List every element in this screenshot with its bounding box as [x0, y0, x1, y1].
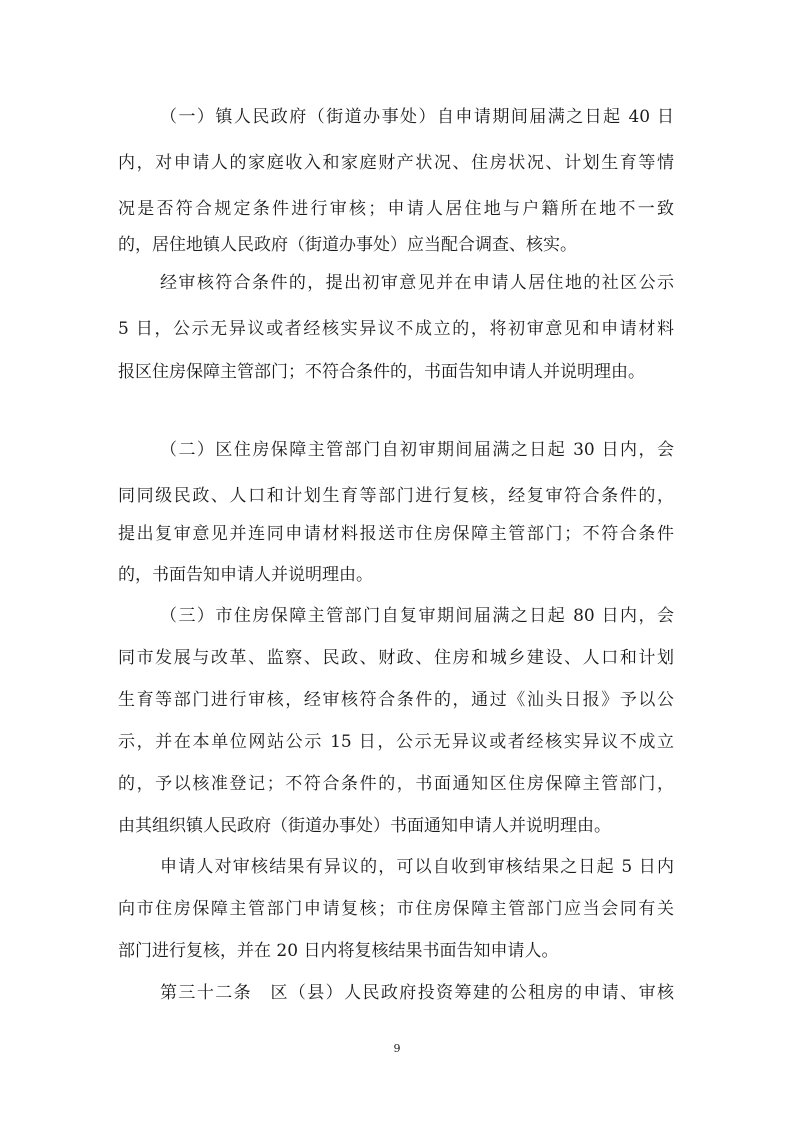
text-line: （二）区住房保障主管部门自初审期间届满之日起 30 日内，会: [160, 440, 674, 460]
text-line: 同市发展与改革、监察、民政、财政、住房和城乡建设、人口和计划: [118, 648, 674, 668]
text-line: 申请人对审核结果有异议的，可以自收到审核结果之日起 5 日内: [160, 857, 674, 877]
text-line: 况是否符合规定条件进行审核；申请人居住地与户籍所在地不一致: [118, 199, 674, 219]
text-line: 5 日，公示无异议或者经核实异议不成立的，将初审意见和申请材料: [118, 319, 674, 339]
text-line: 向市住房保障主管部门申请复核；市住房保障主管部门应当会同有关: [118, 899, 674, 919]
text-line: 内，对申请人的家庭收入和家庭财产状况、住房状况、计划生育等情: [118, 153, 674, 173]
text-line: （三）市住房保障主管部门自复审期间届满之日起 80 日内，会: [160, 606, 674, 626]
text-line: 生育等部门进行审核，经审核符合条件的，通过《汕头日报》予以公: [118, 690, 674, 710]
text-line: 示，并在本单位网站公示 15 日，公示无异议或者经核实异议不成立: [118, 732, 674, 752]
text-line: 提出复审意见并连同申请材料报送市住房保障主管部门；不符合条件: [118, 524, 674, 544]
page-number: 9: [393, 1042, 401, 1055]
text-line: 的，予以核准登记；不符合条件的，书面通知区住房保障主管部门，: [118, 774, 674, 794]
text-line: 的，书面告知申请人并说明理由。: [118, 565, 373, 585]
text-line: 报区住房保障主管部门；不符合条件的，书面告知申请人并说明理由。: [118, 362, 645, 382]
text-line: （一）镇人民政府（街道办事处）自申请期间届满之日起 40 日: [160, 107, 674, 127]
text-line: 的，居住地镇人民政府（街道办事处）应当配合调查、核实。: [118, 235, 577, 255]
text-line: 第三十二条 区（县）人民政府投资筹建的公租房的申请、审核: [160, 983, 674, 1003]
text-line: 经审核符合条件的，提出初审意见并在申请人居住地的社区公示: [160, 273, 674, 293]
text-line: 由其组织镇人民政府（街道办事处）书面通知申请人并说明理由。: [118, 816, 611, 836]
text-line: 同同级民政、人口和计划生育等部门进行复核，经复审符合条件的，: [118, 486, 674, 506]
text-line: 部门进行复核，并在 20 日内将复核结果书面告知申请人。: [118, 941, 559, 961]
